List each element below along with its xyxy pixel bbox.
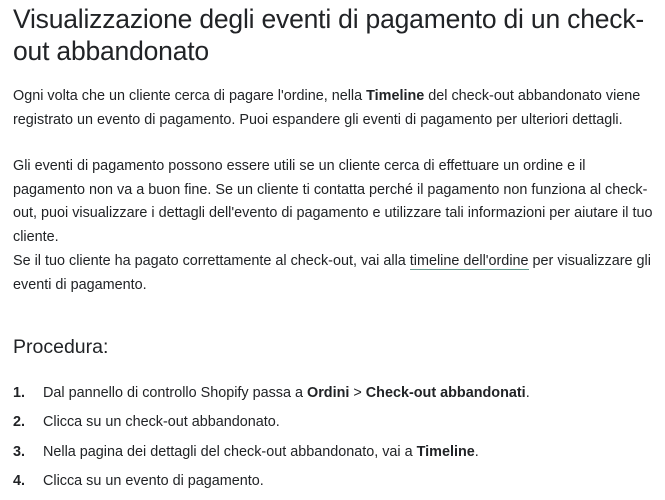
step-item [13,411,653,440]
step-item [13,470,653,499]
step-number: 1. [13,385,26,401]
step-number: 3. [13,443,26,460]
step-item [13,382,653,411]
timeline-term: Timeline [366,88,425,104]
step-menu-orders: Ordini [307,385,350,401]
order-timeline-text: Se il tuo cliente ha pagato correttamente al check-out, vai alla [13,253,410,269]
step-text-part: Dal pannello di controllo Shopify passa a [43,385,307,401]
order-timeline-paragraph [13,250,653,297]
payment-events-paragraph: Gli eventi di pagamento possono essere utili se un cliente cerca di effettuare un ordine e il pagamento non va a buon fine. Se un cliente ti contatta perché il pagamento non funziona al check-out, puoi visualizzare i dettagli dell'evento di pagamento e utilizzare tali informazioni per aiutare il tuo cliente. [13,158,653,245]
order-timeline-link[interactable]: timeline dell'ordine [409,253,529,269]
step-text-part: Nella pagina dei dettagli del check-out abbandonato, vai a [43,443,417,460]
step-menu-abandoned-checkouts: Check-out abbandonati [365,385,526,401]
intro-text-end: del check-out abbandonato viene registrato un evento di pagamento. Puoi espandere gli eventi di pagamento per ulteriori dettagli. [13,88,641,128]
step-text [43,382,653,405]
step-text [43,441,653,464]
step-text-end: . [525,385,530,401]
intro-text: Ogni volta che un cliente cerca di pagare l'ordine, nella [13,88,367,104]
step-text: Clicca su un evento di pagamento. [43,472,264,489]
intro-paragraph [13,85,653,132]
step-number: 2. [13,414,26,431]
step-text: Clicca su un check-out abbandonato. [43,414,280,431]
step-number: 4. [13,472,26,489]
step-item [13,441,653,470]
procedure-heading: Procedura: [13,336,109,358]
step-text-end: . [474,443,479,460]
order-timeline-text-end: per visualizzare gli eventi di pagamento. [13,253,651,293]
page-title: Visualizzazione degli eventi di pagamento di un check-out abbandonato [13,4,644,66]
procedure-steps [13,382,653,499]
step-separator: > [349,385,366,401]
step-timeline-term: Timeline [416,443,475,460]
